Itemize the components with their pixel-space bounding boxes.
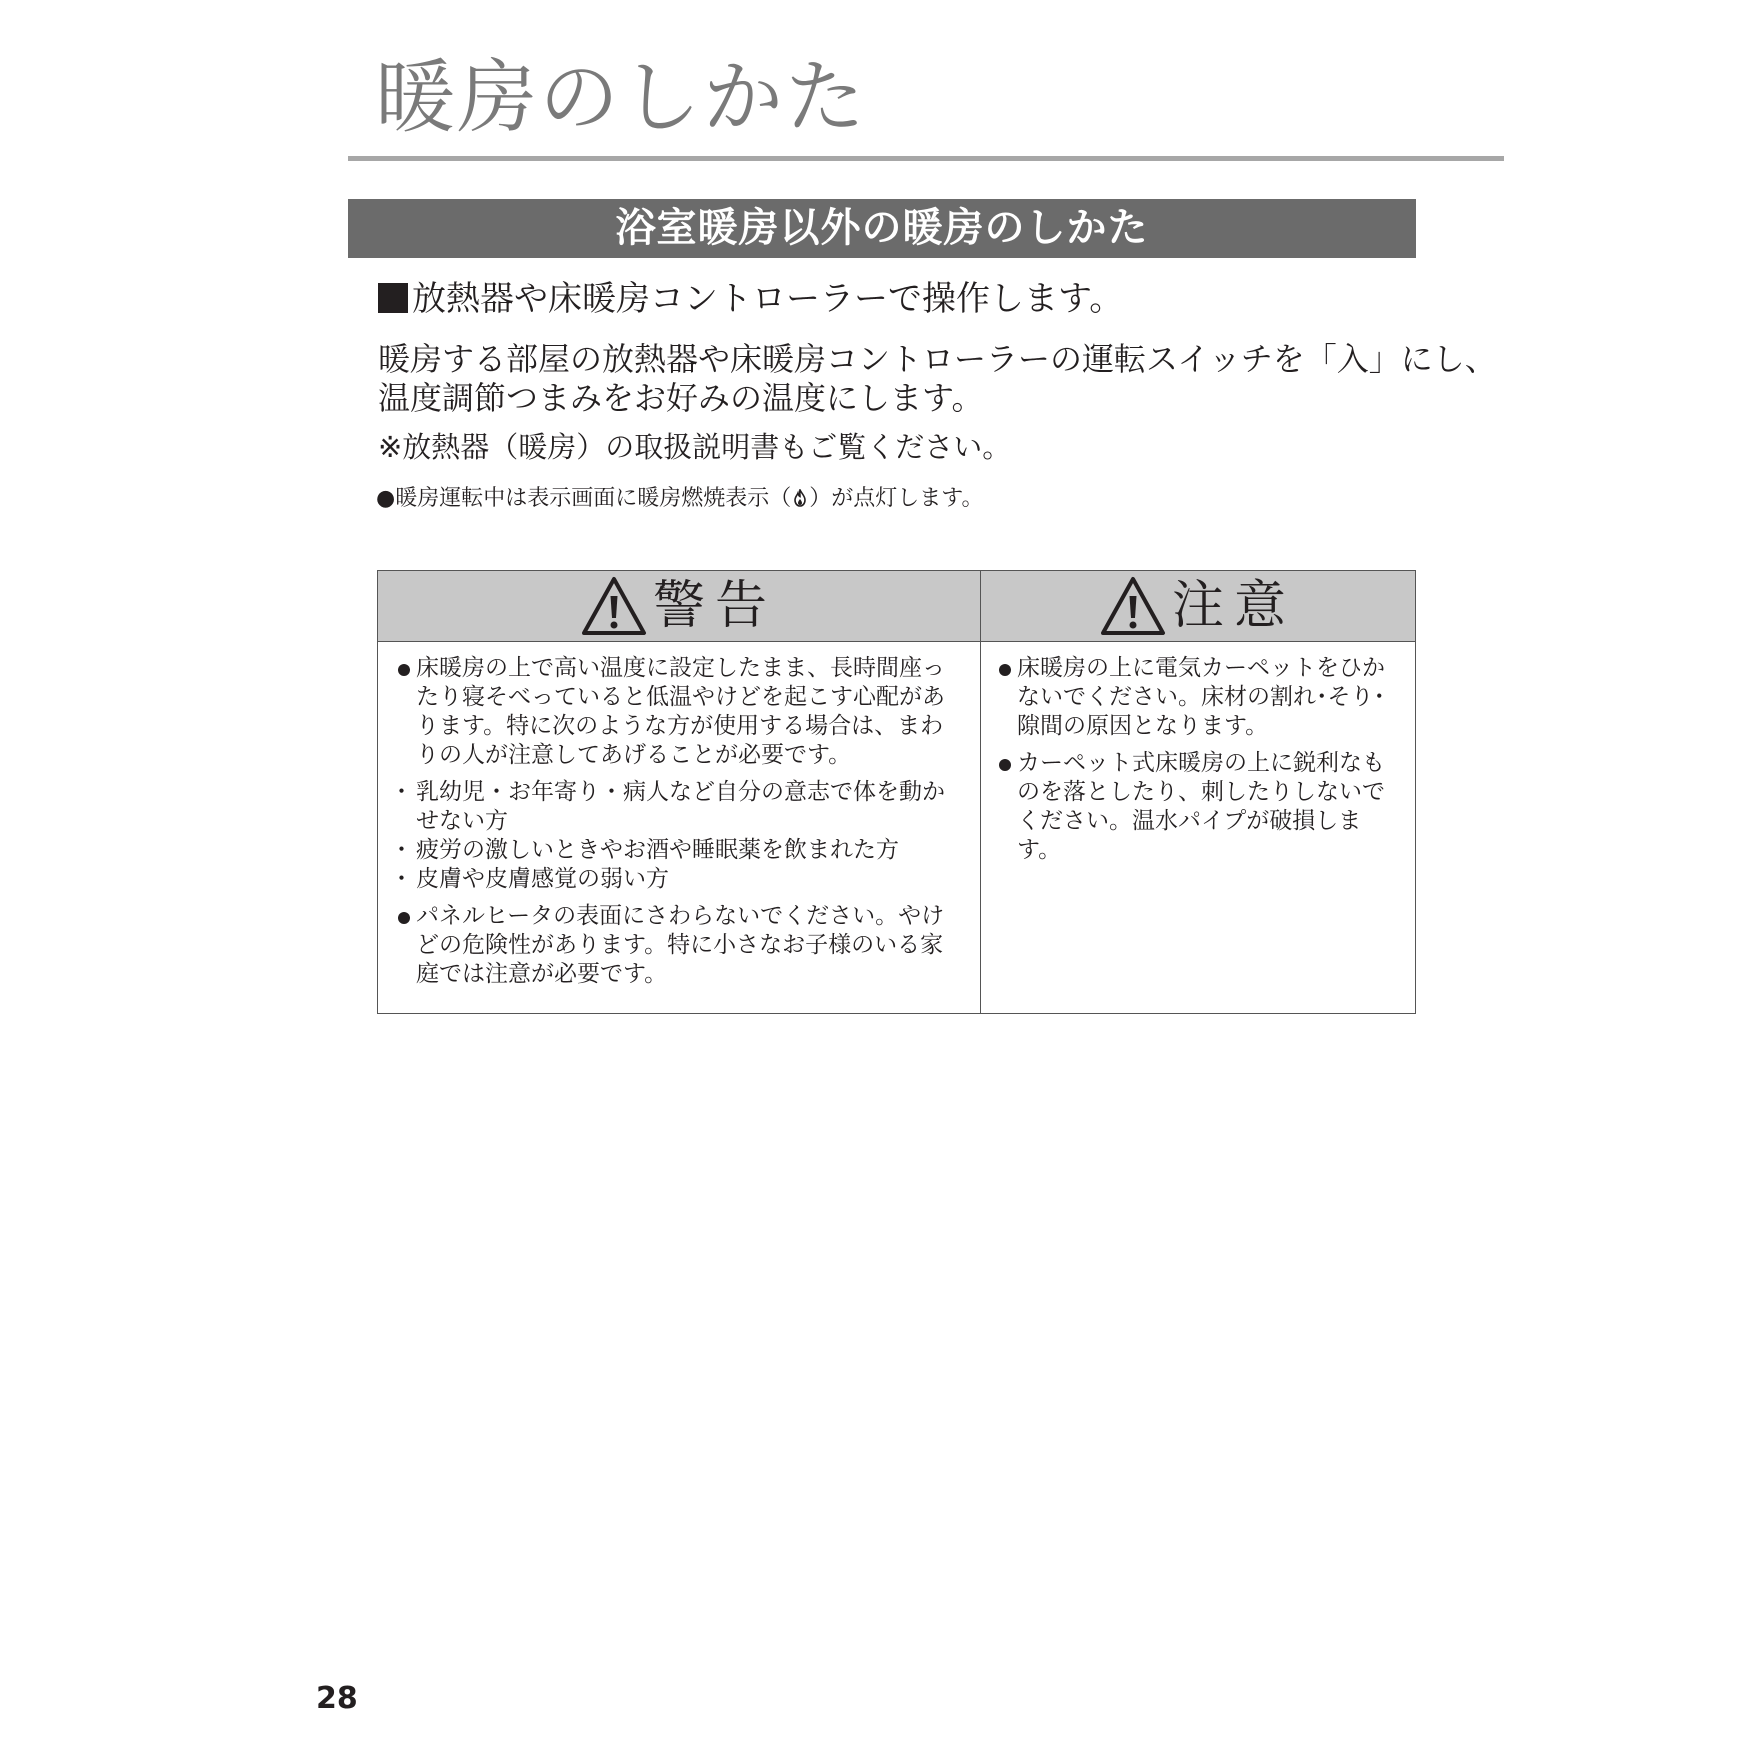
caution-column [981,571,1415,1013]
lead-heading [378,276,1123,322]
warning-body [378,642,980,989]
status-note [376,484,983,514]
title-divider [348,156,1504,161]
flame-icon [793,489,807,507]
reference-note: ※放熱器（暖房）の取扱説明書もご覧ください。 [378,430,1012,464]
status-note-bullet: ● [376,486,396,511]
instruction-line-2: 温度調節つまみをお好みの温度にします。 [378,379,984,417]
section-banner: 浴室暖房以外の暖房のしかた [348,199,1416,258]
warning-subitem-2: ・ 疲労の激しいときやお酒や睡眠薬を飲まれた方 [398,836,966,865]
instruction-line-1: 暖房する部屋の放熱器や床暖房コントローラーの運転スイッチを「入」にし、 [378,340,1497,378]
warning-label: 警告 [652,576,777,636]
caution-triangle-icon [1100,576,1166,636]
safety-table [377,570,1416,1014]
warning-subitem-3: ・ 皮膚や皮膚感覚の弱い方 [398,865,966,894]
warning-bullet-2: パネルヒータの表面にさわらないでください。やけどの危険性があります。特に小さなお子様のいる家庭では注意が必要です。 [398,902,966,989]
status-note-text-after: ）が点灯します。 [809,486,984,511]
warning-subitem-1: ・ 乳幼児・お年寄り・病人など自分の意志で体を動かせない方 [398,778,966,836]
warning-column [378,571,981,1013]
caution-bullet-2: カーペット式床暖房の上に鋭利なものを落としたり、刺したりしないでください。温水パイプが破損します。 [999,749,1403,865]
warning-sublist [398,778,966,894]
page-title: 暖房のしかた [375,51,867,144]
status-note-text-before: 暖房運転中は表示画面に暖房燃焼表示（ [395,486,792,511]
warning-triangle-icon [581,576,647,636]
lead-heading-text: 放熱器や床暖房コントローラーで操作します。 [412,279,1124,319]
caution-body [981,642,1415,865]
page-number: 28 [316,1681,358,1716]
caution-label: 注意 [1171,576,1296,636]
square-bullet-icon [378,283,408,313]
warning-bullet-1: 床暖房の上で高い温度に設定したまま、長時間座ったり寝そべっていると低温やけどを起こす心配があります。特に次のような方が使用する場合は、まわりの人が注意してあげることが必要です。 [398,654,966,770]
warning-header [378,571,980,642]
caution-bullet-1: 床暖房の上に電気カーペットをひかないでください。床材の割れ･そり･隙間の原因となります。 [999,654,1403,741]
caution-header [981,571,1415,642]
